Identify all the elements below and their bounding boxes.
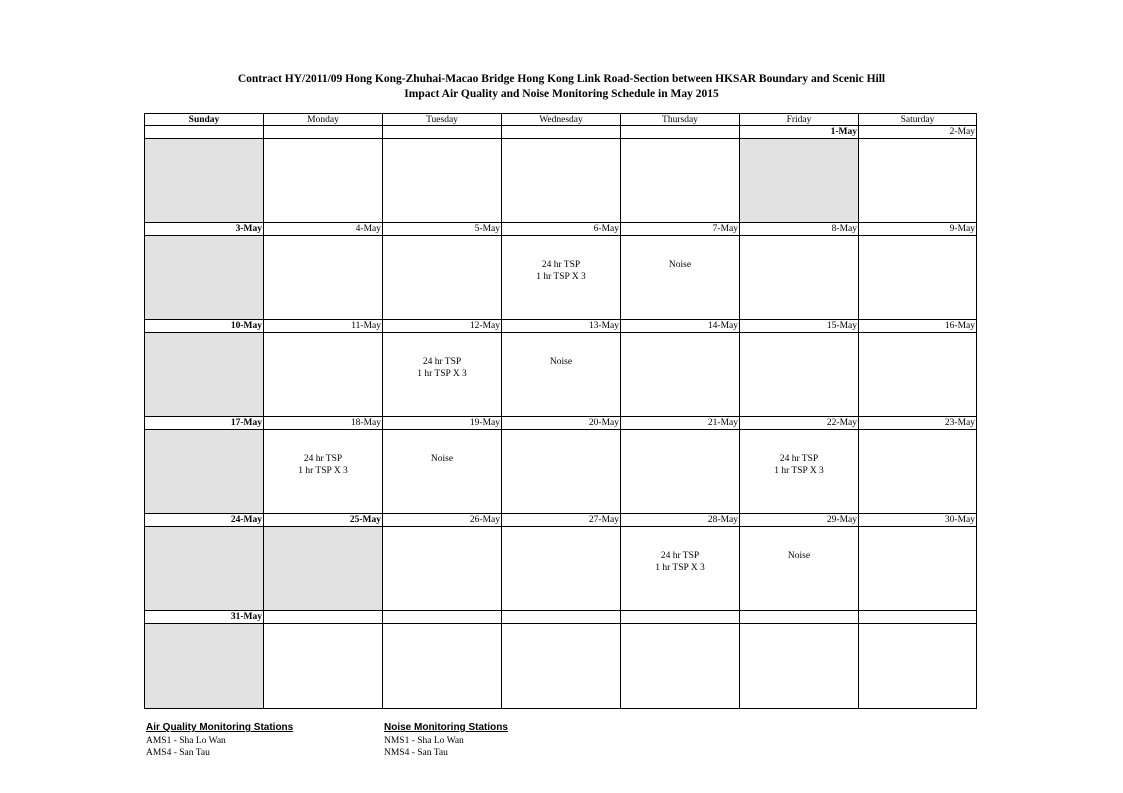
day-date-label: 22-May xyxy=(740,417,858,430)
weekday-header-monday: Monday xyxy=(264,114,383,126)
calendar-day-cell xyxy=(145,223,264,320)
holiday-shaded-area xyxy=(145,527,263,611)
monitoring-activity: 24 hr TSP 1 hr TSP X 3 xyxy=(417,357,467,379)
day-date-label: 23-May xyxy=(859,417,976,430)
calendar-day-cell xyxy=(740,126,859,223)
calendar-day-cell xyxy=(383,320,502,417)
day-date-label: 10-May xyxy=(145,320,263,333)
day-date-label xyxy=(859,611,976,624)
day-date-label: 25-May xyxy=(264,514,382,527)
calendar-day-cell xyxy=(621,320,740,417)
calendar-day-cell xyxy=(859,126,976,223)
day-date-label: 21-May xyxy=(621,417,739,430)
noise-legend-title: Noise Monitoring Stations xyxy=(384,722,508,733)
day-body xyxy=(740,624,858,708)
day-body xyxy=(264,624,382,708)
day-body xyxy=(502,527,620,611)
air-station-item: AMS4 - San Tau xyxy=(146,748,210,758)
calendar-day-cell xyxy=(740,514,859,611)
monitoring-activity: 24 hr TSP 1 hr TSP X 3 xyxy=(655,551,705,573)
day-body xyxy=(621,236,739,320)
monitoring-activity: 24 hr TSP 1 hr TSP X 3 xyxy=(298,454,348,476)
day-date-label: 29-May xyxy=(740,514,858,527)
day-body xyxy=(383,236,501,320)
calendar-day-cell xyxy=(264,611,383,708)
calendar-day-cell xyxy=(740,417,859,514)
day-date-label: 8-May xyxy=(740,223,858,236)
calendar-day-cell xyxy=(740,320,859,417)
day-body xyxy=(740,430,858,514)
calendar-day-cell xyxy=(383,223,502,320)
day-body xyxy=(264,333,382,417)
calendar-day-cell xyxy=(621,514,740,611)
monitoring-activity: Noise xyxy=(668,260,692,270)
day-date-label: 6-May xyxy=(502,223,620,236)
day-body xyxy=(502,236,620,320)
calendar-day-cell xyxy=(264,126,383,223)
calendar-day-cell xyxy=(859,223,976,320)
day-date-label: 31-May xyxy=(145,611,263,624)
day-date-label: 24-May xyxy=(145,514,263,527)
monitoring-activity: Noise xyxy=(787,551,811,561)
weekday-header-thursday: Thursday xyxy=(621,114,740,126)
document-title: Contract HY/2011/09 Hong Kong-Zhuhai-Macao Bridge Hong Kong Link Road-Section between HKSAR Boundary and Scenic Hill xyxy=(237,73,886,85)
calendar-day-cell xyxy=(264,417,383,514)
calendar-day-cell xyxy=(502,514,621,611)
day-date-label: 1-May xyxy=(740,126,858,139)
day-body xyxy=(740,527,858,611)
weekday-header-saturday: Saturday xyxy=(859,114,976,126)
day-body xyxy=(502,624,620,708)
weekday-header-friday: Friday xyxy=(740,114,859,126)
day-body xyxy=(502,333,620,417)
day-date-label: 12-May xyxy=(383,320,501,333)
day-body xyxy=(264,236,382,320)
day-date-label: 28-May xyxy=(621,514,739,527)
day-date-label xyxy=(383,611,501,624)
day-body xyxy=(859,333,976,417)
day-body xyxy=(859,236,976,320)
calendar-day-cell xyxy=(383,514,502,611)
day-date-label: 19-May xyxy=(383,417,501,430)
day-date-label xyxy=(145,126,263,139)
calendar-day-cell xyxy=(502,223,621,320)
day-date-label: 3-May xyxy=(145,223,263,236)
day-body xyxy=(383,527,501,611)
day-date-label: 26-May xyxy=(383,514,501,527)
day-body xyxy=(859,527,976,611)
holiday-shaded-area xyxy=(145,139,263,223)
day-date-label xyxy=(264,611,382,624)
day-date-label xyxy=(502,611,620,624)
day-date-label: 18-May xyxy=(264,417,382,430)
calendar-day-cell xyxy=(145,611,264,708)
day-body xyxy=(264,430,382,514)
air-station-item: AMS1 - Sha Lo Wan xyxy=(146,736,226,746)
calendar-day-cell xyxy=(859,417,976,514)
holiday-shaded-area xyxy=(145,430,263,514)
monitoring-activity: 24 hr TSP 1 hr TSP X 3 xyxy=(536,260,586,282)
holiday-shaded-area xyxy=(145,624,263,708)
calendar-day-cell xyxy=(145,514,264,611)
calendar-day-cell xyxy=(740,611,859,708)
calendar-day-cell xyxy=(145,126,264,223)
day-date-label xyxy=(264,126,382,139)
day-body xyxy=(621,139,739,223)
day-date-label: 11-May xyxy=(264,320,382,333)
day-body xyxy=(383,139,501,223)
calendar-day-cell xyxy=(859,320,976,417)
calendar-day-cell xyxy=(264,223,383,320)
noise-station-item: NMS4 - San Tau xyxy=(384,748,448,758)
calendar-day-cell xyxy=(621,417,740,514)
day-date-label xyxy=(502,126,620,139)
day-body xyxy=(502,139,620,223)
day-body xyxy=(383,430,501,514)
calendar-day-cell xyxy=(383,126,502,223)
monitoring-activity: Noise xyxy=(430,454,454,464)
noise-legend xyxy=(384,722,508,759)
calendar-day-cell xyxy=(502,126,621,223)
document-subtitle: Impact Air Quality and Noise Monitoring Schedule in May 2015 xyxy=(404,88,719,100)
day-date-label: 7-May xyxy=(621,223,739,236)
calendar-day-cell xyxy=(145,320,264,417)
calendar-day-cell xyxy=(502,417,621,514)
day-body xyxy=(740,236,858,320)
day-date-label: 30-May xyxy=(859,514,976,527)
calendar-day-cell xyxy=(502,320,621,417)
calendar-day-cell xyxy=(383,417,502,514)
calendar-day-cell xyxy=(621,611,740,708)
day-body xyxy=(621,333,739,417)
weekday-header-wednesday: Wednesday xyxy=(502,114,621,126)
day-body xyxy=(859,624,976,708)
monitoring-activity: Noise xyxy=(549,357,573,367)
day-body xyxy=(859,430,976,514)
day-date-label: 9-May xyxy=(859,223,976,236)
day-date-label: 14-May xyxy=(621,320,739,333)
holiday-shaded-area xyxy=(145,333,263,417)
holiday-shaded-area xyxy=(145,236,263,320)
calendar-day-cell xyxy=(859,611,976,708)
day-body xyxy=(859,139,976,223)
monitoring-activity: 24 hr TSP 1 hr TSP X 3 xyxy=(774,454,824,476)
air-quality-legend xyxy=(146,722,293,759)
day-date-label xyxy=(383,126,501,139)
day-body xyxy=(740,333,858,417)
calendar-day-cell xyxy=(502,611,621,708)
day-date-label: 16-May xyxy=(859,320,976,333)
day-body xyxy=(621,624,739,708)
day-date-label: 5-May xyxy=(383,223,501,236)
calendar-day-cell xyxy=(621,223,740,320)
day-body xyxy=(383,624,501,708)
monitoring-calendar xyxy=(144,113,977,709)
air-quality-legend-title: Air Quality Monitoring Stations xyxy=(146,722,294,733)
day-date-label: 17-May xyxy=(145,417,263,430)
calendar-day-cell xyxy=(264,514,383,611)
day-date-label: 2-May xyxy=(859,126,976,139)
day-body xyxy=(502,430,620,514)
day-date-label: 13-May xyxy=(502,320,620,333)
day-body xyxy=(383,333,501,417)
calendar-day-cell xyxy=(621,126,740,223)
day-date-label: 4-May xyxy=(264,223,382,236)
holiday-shaded-area xyxy=(264,527,382,611)
day-date-label: 20-May xyxy=(502,417,620,430)
weekday-header-tuesday: Tuesday xyxy=(383,114,502,126)
day-date-label: 15-May xyxy=(740,320,858,333)
day-body xyxy=(621,527,739,611)
noise-station-item: NMS1 - Sha Lo Wan xyxy=(384,736,464,746)
calendar-day-cell xyxy=(859,514,976,611)
calendar-day-cell xyxy=(383,611,502,708)
calendar-day-cell xyxy=(740,223,859,320)
calendar-day-cell xyxy=(145,417,264,514)
day-date-label xyxy=(740,611,858,624)
day-body xyxy=(264,139,382,223)
holiday-shaded-area xyxy=(740,139,858,223)
day-date-label xyxy=(621,611,739,624)
weekday-header-sunday: Sunday xyxy=(145,114,264,126)
day-date-label xyxy=(621,126,739,139)
day-body xyxy=(621,430,739,514)
day-date-label: 27-May xyxy=(502,514,620,527)
calendar-day-cell xyxy=(264,320,383,417)
